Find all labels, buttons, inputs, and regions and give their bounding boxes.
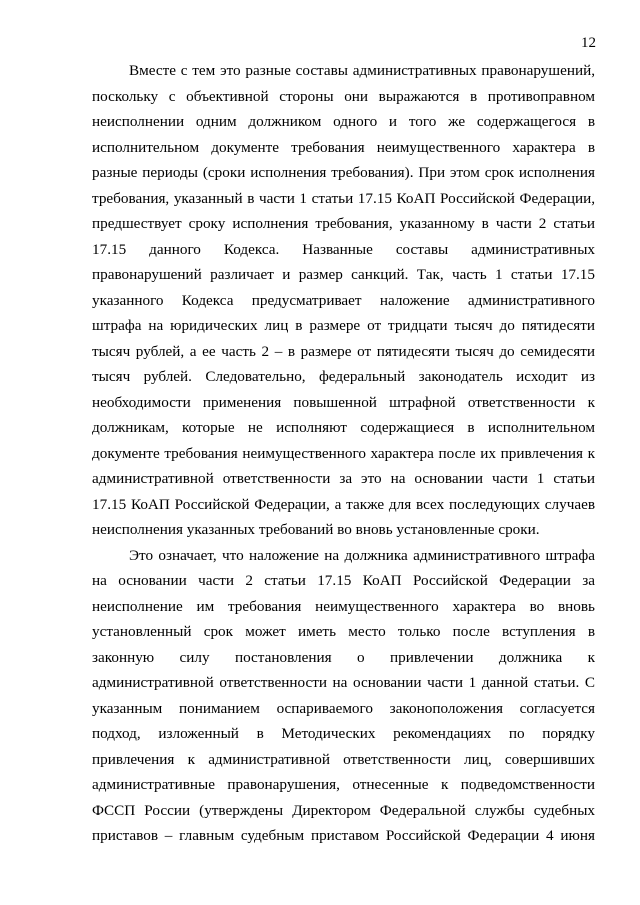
paragraph-1-line-13: тысяч рублей. Следовательно, федеральный законодатель исходит из [92, 368, 595, 385]
paragraph-1-line-1: Вместе с тем это разные составы административных правонарушений, [129, 62, 595, 79]
paragraph-1-line-16: документе требования неимущественного характера после их привлечения к [92, 445, 595, 462]
paragraph-2-line-2: на основании части 2 статьи 17.15 КоАП Российской Федерации за [92, 572, 595, 589]
paragraph-1-line-5: разные периоды (сроки исполнения требования). При этом срок исполнения [92, 164, 595, 181]
paragraph-2-line-11: ФССП России (утверждены Директором Федеральной службы судебных [92, 802, 595, 819]
paragraph-1-line-9: правонарушений различает и размер санкций. Так, часть 1 статьи 17.15 [92, 266, 595, 283]
paragraph-2-line-9: привлечения к административной ответственности лиц, совершивших [92, 751, 595, 768]
paragraph-2-line-3: неисполнение им требования неимущественного характера во вновь [92, 598, 595, 615]
paragraph-2-line-1: Это означает, что наложение на должника административного штрафа [129, 547, 595, 564]
paragraph-1-line-18: 17.15 КоАП Российской Федерации, а также для всех последующих случаев [92, 496, 595, 513]
paragraph-1-line-4: исполнительном документе требования неимущественного характера в [92, 139, 595, 156]
paragraph-1-line-11: штрафа на юридических лиц в размере от тридцати тысяч до пятидесяти [92, 317, 595, 334]
paragraph-2-line-5: законную силу постановления о привлечении должника к [92, 649, 595, 666]
paragraph-1-line-14: необходимости применения повышенной штрафной ответственности к [92, 394, 595, 411]
paragraph-1-line-10: указанного Кодекса предусматривает наложение административного [92, 292, 595, 309]
paragraph-1-line-2: поскольку с объективной стороны они выражаются в противоправном [92, 88, 595, 105]
paragraph-1-line-6: требования, указанный в части 1 статьи 17.15 КоАП Российской Федерации, [92, 190, 595, 207]
paragraph-1-line-12: тысяч рублей, а ее часть 2 – в размере от пятидесяти тысяч до семидесяти [92, 343, 595, 360]
paragraph-2-line-10: административные правонарушения, отнесенные к подведомственности [92, 776, 595, 793]
paragraph-1-line-3: неисполнении одним должником одного и того же содержащегося в [92, 113, 595, 130]
paragraph-2-line-12: приставов – главным судебным приставом Российской Федерации 4 июня [92, 827, 595, 844]
page-number: 12 [581, 35, 596, 51]
paragraph-1-line-7: предшествует сроку исполнения требования, указанному в части 2 статьи [92, 215, 595, 232]
paragraph-2-line-7: указанным пониманием оспариваемого законоположения согласуется [92, 700, 595, 717]
paragraph-1-line-19: неисполнения указанных требований во вновь установленные сроки. [92, 521, 540, 538]
paragraph-2-line-6: административной ответственности на основании части 1 данной статьи. С [92, 674, 595, 691]
paragraph-1-line-15: должникам, которые не исполняют содержащиеся в исполнительном [92, 419, 595, 436]
paragraph-2-line-8: подход, изложенный в Методических рекомендациях по порядку [92, 725, 595, 742]
paragraph-1-line-17: административной ответственности за это на основании части 1 статьи [92, 470, 595, 487]
paragraph-2-line-4: установленный срок может иметь место только после вступления в [92, 623, 595, 640]
paragraph-1-line-8: 17.15 данного Кодекса. Названные составы административных [92, 241, 595, 258]
